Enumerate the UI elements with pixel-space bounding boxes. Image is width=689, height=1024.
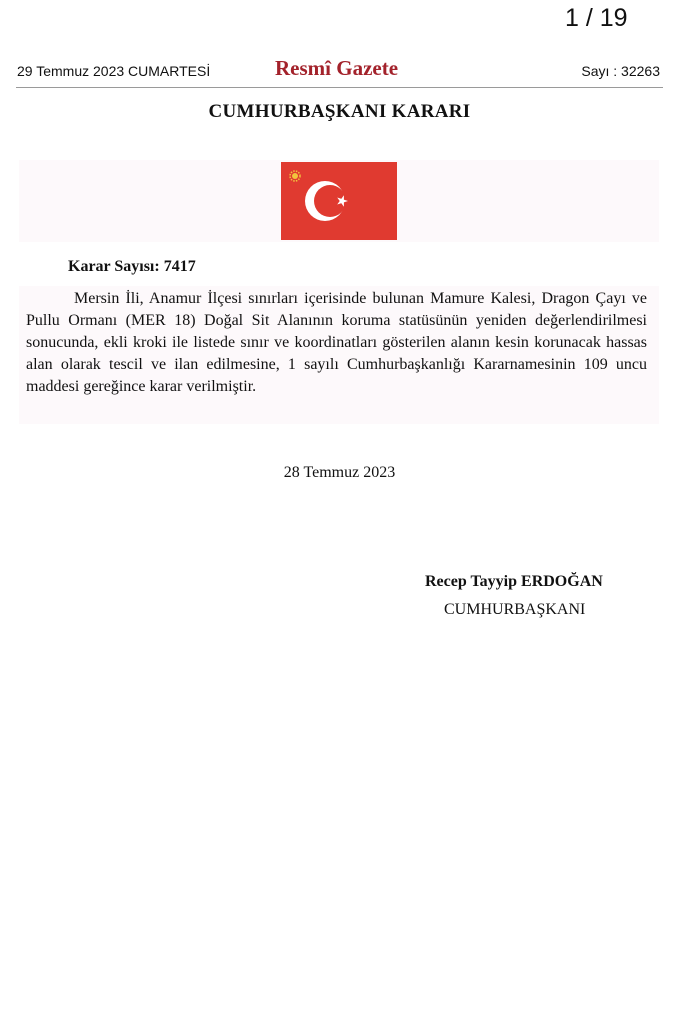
header-date: 29 Temmuz 2023 CUMARTESİ [17,63,211,79]
signing-date: 28 Temmuz 2023 [283,464,396,481]
turkish-flag-icon [281,162,397,240]
signer-name: Recep Tayyip ERDOĞAN [425,573,603,590]
decision-body: Mersin İli, Anamur İlçesi sınırları içerisinde bulunan Mamure Kalesi, Dragon Çayı ve Pullu Ormanı (MER 18) Doğal Sit Alanının koruma statüsünün yeniden değerlendirilmesi sonucunda, ekli kroki ile listede sınır ve koordinatları gösterilen alanın kesin korunacak hassas alan olarak tescil ve ilan edilmesine, 1 sayılı Cumhurbaşkanlığı Kararnamesinin 109 uncu maddesi gereğince karar verilmiştir. [26,290,647,395]
issue-number: Sayı : 32263 [581,63,660,79]
decision-number: Karar Sayısı: 7417 [68,258,196,275]
signer-title: CUMHURBAŞKANI [444,601,586,618]
gazette-header [16,56,663,88]
gazette-brand: Resmî Gazete [275,56,399,80]
page-indicator: 1 / 19 [565,4,628,32]
document-title: CUMHURBAŞKANI KARARI [208,101,471,122]
